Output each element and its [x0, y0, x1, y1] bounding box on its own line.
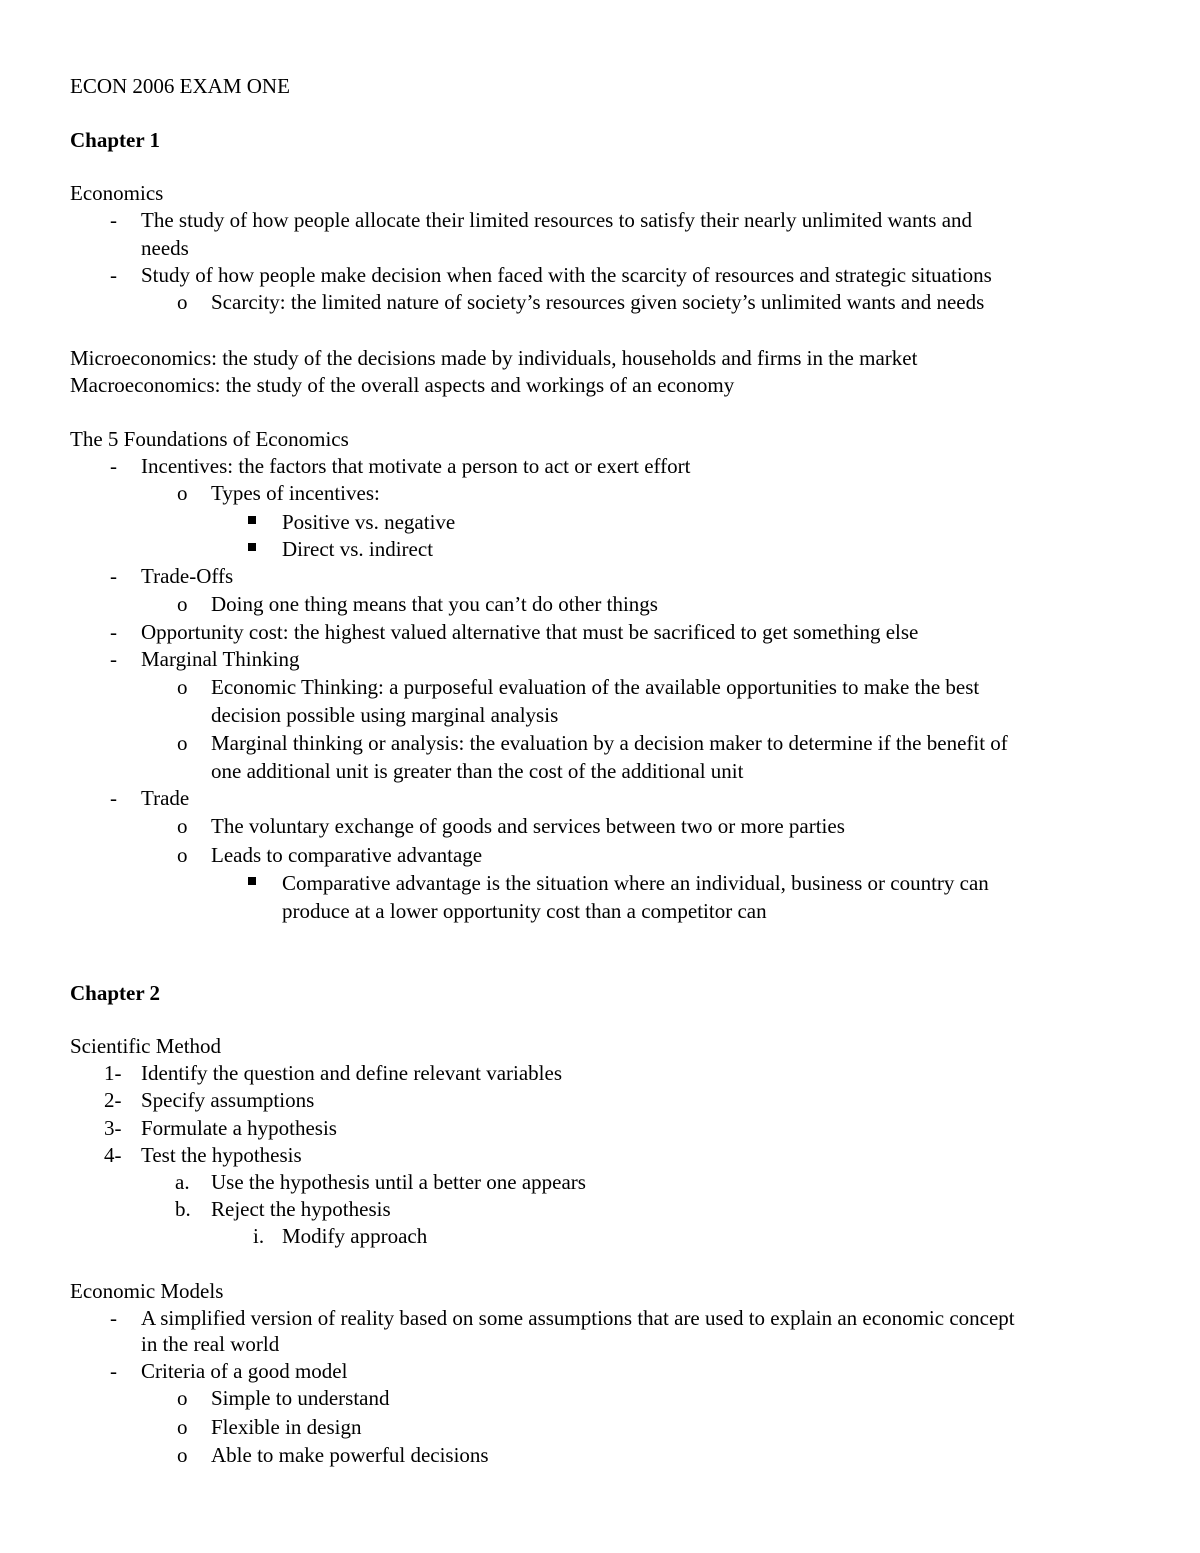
chapter-1-heading: Chapter 1 — [70, 128, 161, 152]
list-number: 2- — [104, 1088, 122, 1112]
model-criteria-item: Criteria of a good model — [141, 1359, 348, 1383]
square-bullet-icon — [248, 877, 256, 885]
trade-definition: The voluntary exchange of goods and services between two or more parties — [211, 814, 845, 838]
economic-model-definition-continued: in the real world — [141, 1332, 280, 1356]
circle-bullet: o — [177, 731, 188, 755]
economic-model-definition: A simplified version of reality based on some assumptions that are used to explain an economic concept — [141, 1306, 1015, 1330]
scientific-step-1: Identify the question and define relevant variables — [141, 1061, 563, 1085]
circle-bullet: o — [177, 814, 188, 838]
circle-bullet: o — [177, 592, 188, 616]
circle-bullet: o — [177, 843, 188, 867]
list-letter: b. — [175, 1197, 191, 1221]
circle-bullet: o — [177, 290, 188, 314]
list-letter: a. — [175, 1170, 190, 1194]
dash-bullet: - — [110, 263, 117, 287]
economic-thinking-definition-continued: decision possible using marginal analysis — [211, 703, 559, 727]
dash-bullet: - — [110, 647, 117, 671]
scientific-step-4a: Use the hypothesis until a better one appears — [211, 1170, 586, 1194]
circle-bullet: o — [177, 481, 188, 505]
square-bullet-icon — [248, 543, 256, 551]
circle-bullet: o — [177, 1415, 188, 1439]
economic-thinking-definition: Economic Thinking: a purposeful evaluation of the available opportunities to make the best — [211, 675, 980, 699]
circle-bullet: o — [177, 1386, 188, 1410]
chapter-2-heading: Chapter 2 — [70, 981, 161, 1005]
list-number: 4- — [104, 1143, 122, 1167]
foundations-heading: The 5 Foundations of Economics — [70, 427, 349, 451]
comparative-advantage-item: Leads to comparative advantage — [211, 843, 483, 867]
tradeoffs-detail: Doing one thing means that you can’t do other things — [211, 592, 658, 616]
scientific-step-4b: Reject the hypothesis — [211, 1197, 391, 1221]
economic-models-heading: Economic Models — [70, 1279, 224, 1303]
dash-bullet: - — [110, 1359, 117, 1383]
list-number: 1- — [104, 1061, 122, 1085]
marginal-analysis-definition: Marginal thinking or analysis: the evaluation by a decision maker to determine if the benefit of — [211, 731, 1008, 755]
dash-bullet: - — [110, 786, 117, 810]
positive-negative-item: Positive vs. negative — [282, 510, 456, 534]
incentive-types-item: Types of incentives: — [211, 481, 380, 505]
economics-definition-1-continued: needs — [141, 236, 189, 260]
scientific-step-2: Specify assumptions — [141, 1088, 315, 1112]
macroeconomics-definition: Macroeconomics: the study of the overall aspects and workings of an economy — [70, 373, 735, 397]
square-bullet-icon — [248, 516, 256, 524]
marginal-thinking-item: Marginal Thinking — [141, 647, 300, 671]
scientific-step-3: Formulate a hypothesis — [141, 1116, 337, 1140]
trade-item: Trade — [141, 786, 190, 810]
direct-indirect-item: Direct vs. indirect — [282, 537, 434, 561]
scientific-step-4b-i: Modify approach — [282, 1224, 428, 1248]
list-number: 3- — [104, 1116, 122, 1140]
circle-bullet: o — [177, 675, 188, 699]
incentives-item: Incentives: the factors that motivate a person to act or exert effort — [141, 454, 691, 478]
criteria-flexible: Flexible in design — [211, 1415, 362, 1439]
criteria-simple: Simple to understand — [211, 1386, 390, 1410]
scientific-method-heading: Scientific Method — [70, 1034, 222, 1058]
economics-definition-1: The study of how people allocate their limited resources to satisfy their nearly unlimited wants and — [141, 208, 973, 232]
dash-bullet: - — [110, 454, 117, 478]
scarcity-definition: Scarcity: the limited nature of society’s resources given society’s unlimited wants and needs — [211, 290, 985, 314]
criteria-powerful: Able to make powerful decisions — [211, 1443, 489, 1467]
dash-bullet: - — [110, 1306, 117, 1330]
marginal-analysis-definition-continued: one additional unit is greater than the cost of the additional unit — [211, 759, 744, 783]
dash-bullet: - — [110, 564, 117, 588]
microeconomics-definition: Microeconomics: the study of the decisions made by individuals, households and firms in the market — [70, 346, 918, 370]
dash-bullet: - — [110, 208, 117, 232]
dash-bullet: - — [110, 620, 117, 644]
economics-definition-2: Study of how people make decision when faced with the scarcity of resources and strategic situations — [141, 263, 992, 287]
document-title: ECON 2006 EXAM ONE — [70, 74, 290, 98]
economics-term: Economics — [70, 181, 164, 205]
circle-bullet: o — [177, 1443, 188, 1467]
opportunity-cost-item: Opportunity cost: the highest valued alternative that must be sacrificed to get something else — [141, 620, 919, 644]
comparative-advantage-definition: Comparative advantage is the situation where an individual, business or country can — [282, 871, 989, 895]
tradeoffs-item: Trade-Offs — [141, 564, 234, 588]
scientific-step-4: Test the hypothesis — [141, 1143, 302, 1167]
comparative-advantage-definition-continued: produce at a lower opportunity cost than a competitor can — [282, 899, 767, 923]
list-roman: i. — [253, 1224, 265, 1248]
